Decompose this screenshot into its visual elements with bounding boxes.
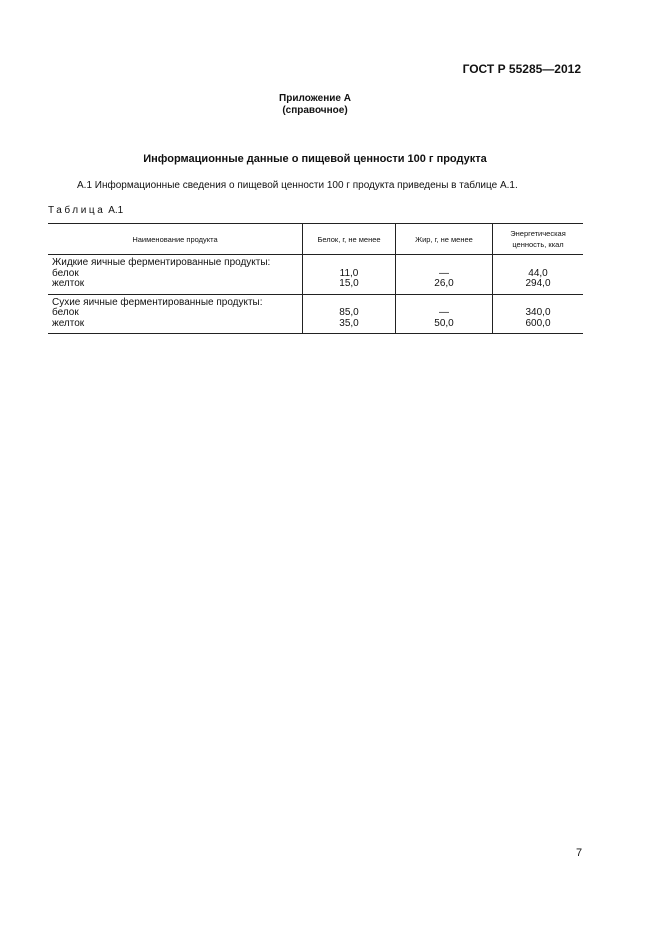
cell-fat [396, 255, 493, 295]
table-header-row [48, 224, 583, 255]
fat-value: 50,0 [434, 317, 454, 329]
group-title: Сухие яичные ферментированные продукты: [52, 296, 263, 308]
cell-protein [303, 255, 396, 295]
cell-fat [396, 294, 493, 334]
section-title: Информационные данные о пищевой ценности 100 г продукта [143, 153, 487, 165]
header-protein: Белок, г, не менее [303, 224, 396, 255]
product-name: белок [52, 267, 79, 279]
header-energy-line1: Энергетическая [510, 229, 566, 238]
fat-value: — [439, 267, 449, 279]
protein-value: 15,0 [339, 278, 359, 289]
table-caption-word: Таблица [48, 205, 106, 216]
table-row-group-liquid [48, 255, 583, 295]
table-row-group-dry [48, 294, 583, 334]
energy-value: 340,0 [525, 307, 551, 318]
protein-value: 85,0 [339, 307, 359, 318]
page-number: 7 [576, 847, 583, 859]
protein-value: 11,0 [339, 267, 359, 279]
fat-value: 26,0 [434, 278, 454, 289]
cell-product-names [48, 294, 303, 334]
cell-product-names [48, 255, 303, 295]
header-energy-line2: ценность, ккал [512, 240, 564, 249]
fat-value: — [439, 307, 449, 318]
table-caption [48, 205, 123, 216]
cell-energy [493, 255, 584, 295]
energy-value: 294,0 [525, 278, 551, 289]
annex-heading [0, 93, 630, 117]
nutrition-table [48, 223, 583, 334]
header-energy [493, 224, 584, 255]
group-title: Жидкие яичные ферментированные продукты: [52, 257, 271, 268]
standard-code: ГОСТ Р 55285—2012 [462, 62, 581, 76]
annex-title: Приложение А [279, 93, 351, 104]
header-fat: Жир, г, не менее [396, 224, 493, 255]
protein-value: 35,0 [339, 317, 359, 329]
cell-protein [303, 294, 396, 334]
energy-value: 44,0 [528, 267, 548, 279]
product-name: желток [52, 278, 85, 289]
intro-paragraph: А.1 Информационные сведения о пищевой ценности 100 г продукта приведены в таблице А.1. [77, 180, 518, 191]
annex-subtitle: (справочное) [282, 105, 348, 116]
product-name: белок [52, 307, 79, 318]
cell-energy [493, 294, 584, 334]
table-caption-number: А.1 [108, 205, 124, 216]
header-product-name: Наименование продукта [48, 224, 303, 255]
product-name: желток [52, 317, 85, 329]
energy-value: 600,0 [525, 317, 551, 329]
